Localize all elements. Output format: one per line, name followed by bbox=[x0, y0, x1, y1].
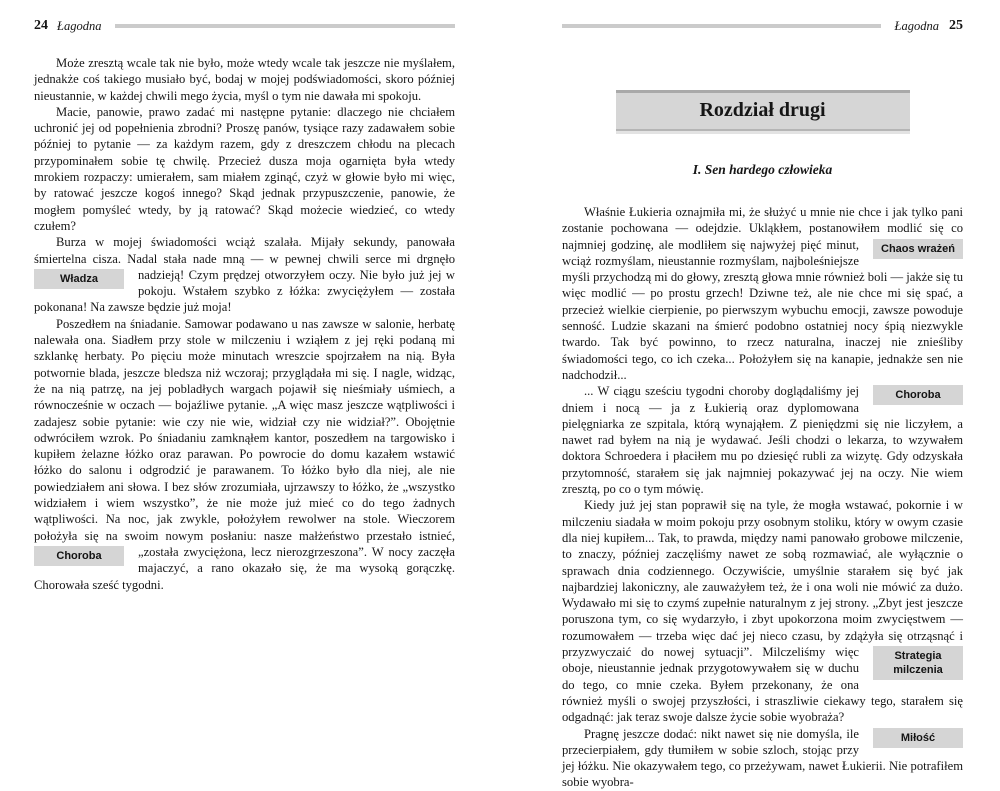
left-page-body bbox=[34, 55, 455, 593]
right-running-title: Łagodna bbox=[894, 19, 939, 33]
page-right bbox=[562, 18, 963, 791]
margin-label-milosc: Miłość bbox=[873, 728, 963, 748]
paragraph-text: zwyciężona, lecz nierozgrzeszona”. W nocy zaczęła majaczyć, a rano okazało się, że ma wysoką gorączkę. Chorowała sześć tygodni. bbox=[34, 544, 455, 592]
paragraph-text: Może zresztą wcale tak nie było, może wtedy wcale tak jeszcze nie myślałem, jednakże coś takiego musiało być, bodaj w mojej podświadomości, skoro później nieustannie, w każdej chwili mego życia, myśl o tym nie dawała mi spokoju. bbox=[34, 56, 455, 103]
paragraph-text: otrząsnąć i przyzwyczaić do nowej sytuacji”. Milczeliśmy więc oboje, nieustannie jednak przygotowywałem się w duchu do tego, co mnie czeka. Byłem przekonany, że ona również myśli o swojej przyszłości, i straszliwie ciekawy tego, starałem się odgadnąć: jak teraz swoje dalsze życie sobie wyobraża? bbox=[562, 628, 964, 725]
margin-label-choroba-left: Choroba bbox=[34, 546, 124, 566]
margin-label-chaos-wrazen: Chaos wrażeń bbox=[873, 239, 963, 259]
paragraph bbox=[34, 104, 455, 234]
paragraph-text: ale modliłem się najwyżej pięć minut, wciąż rozmyślam, nieustannie rozmyślam, najboleśniejsze myśli przychodzą mi do głowy, zresztą głowa mnie również boli — jakże się tu więc modlić — po prostu grzech! Dziwne też, ale nie chce mi się spać, a przecież wielkie cierpienie, po pierwszym wybuchu emocji, zawsze powoduje senność. Ludzie skazani na śmierć podobno ostatniej nocy śpią niezwykle twardo. Tak być powinno, to rzecz naturalna, inaczej nie znieśliby świadomości tego, co ich czeka... Położyłem się na kanapie, jednakże sen nie nadchodził... bbox=[562, 237, 963, 382]
margin-label-wladza: Władza bbox=[34, 269, 124, 289]
chapter-heading: Rozdział drugi bbox=[699, 99, 826, 121]
page-left bbox=[34, 18, 455, 593]
margin-label-choroba-right: Choroba bbox=[873, 385, 963, 405]
paragraph-text: Pragnę jeszcze dodać: nikt nawet się nie domyśla, ile przecierpiałem, gdy tłumiłem w sobie szloch, stojąc przy jej łóżku. Nie okazywałem tego, co przeżywam, nawet Łukierii. Nie potrafiłem sobie wyobra- bbox=[562, 726, 963, 790]
right-page-body bbox=[562, 204, 963, 791]
paragraph bbox=[562, 726, 963, 791]
paragraph-text: Właśnie Łukieria oznajmiła mi, że służyć u mnie nie chce i jak tylko pani zostanie pochowana — odejdzie. Ukląkłem, postanowiłem modlić się co najmniej godzinę, bbox=[562, 205, 963, 252]
paragraph bbox=[562, 204, 963, 383]
margin-label-strategia-milczenia: Strategia milczenia bbox=[873, 646, 963, 680]
paragraph bbox=[562, 497, 963, 725]
paragraph-text: ... W ciągu sześciu tygodni choroby doglądaliśmy jej dniem i nocą — ja z Łukierią oraz dyplomowana pielęgniarka ze szpitala, którą wynająłem. Z pieniędzmi się nie liczyłem, a nawet rad byłem na nią je wydawać. Jeśli chodzi o lekarza, to wzywałem doktora Schroedera i płaciłem mu po dziesięć rubli za wizytę. Gdy odzyskała przytomność, starałem się jak najmniej pokazywać jej na oczy. Nie wiem zresztą, po co o tym mówię. bbox=[562, 384, 963, 497]
chapter-heading-box bbox=[616, 90, 910, 131]
paragraph-text: Kiedy już jej stan poprawił się na tyle, że mogła wstawać, pokornie i w milczeniu siadała w moim pokoju przy osobnym stoliku, który w owym czasie dla niej kupiłem... Tak, to prawda, między nami panowało grobowe milczenie, to znaczy, później zaczęliśmy nawet ze sobą rozmawiać, ale wyłącznie o sprawach dnia codziennego. Oczywiście, umyślnie starałem się być jak najbardziej lakoniczny, ale zauważyłem też, że i ona woli nie mówić za dużo. Wydawało mi się to czymś zupełnie naturalnym z jej strony. „Zbyt jest jeszcze poruszona tym, co się wydarzyło, i zbyt upokorzona moim zwycięstwem — rozumowałem — trzeba więc dać jej nieco czasu, by zdążyła się bbox=[562, 498, 963, 643]
right-page-header bbox=[562, 18, 963, 34]
paragraph bbox=[34, 234, 455, 315]
paragraph bbox=[34, 55, 455, 104]
paragraph bbox=[34, 316, 455, 593]
right-page-number: 25 bbox=[949, 18, 963, 33]
left-header-rule bbox=[115, 24, 455, 28]
paragraph bbox=[562, 383, 963, 497]
paragraph-text: Poszedłem na śniadanie. Samowar podawano u nas zawsze w salonie, herbatę nalewała ona. Siadłem przy stole w milczeniu i wziąłem z jej ręki podaną mi szklankę herbaty. Po pięciu może minutach wreszcie spojrzałem na nią. Była potwornie blada, jeszcze bledsza niż wczoraj; przyglądała mi się. I nagle, widząc, że na nią patrzę, na jej pobladłych wargach pojawił się nieśmiały uśmiech, a równocześnie w oczach — bojaźliwe pytanie. „A więc masz jeszcze wątpliwości i zadajesz sobie pytanie: wie czy nie wie, widział czy nie widział?”. Obojętnie odwróciłem wzrok. Po śniadaniu zamknąłem kantor, poszedłem na targowisko i kupiłem żelazne łóżko oraz parawan. Po powrocie do domu kazałem wstawić łóżko do salonu i odgrodzić je parawanem. To łóżko było dla niej, ale nie powiedziałem ani słowa. I bez słów zrozumiała, ujrzawszy to łóżko, że „wszystko widziałem i wiem wszystko”, że nie może już mieć co do tego żadnych wątpliwości. Na noc, jak zwykle, położyłem rewolwer na stole. Wieczorem położyła się na swoim nowym posłaniu: nasze małżeństwo przestało istnieć, „została bbox=[34, 316, 455, 559]
paragraph-text: otworzyłem oczy. Nie było już jej w pokoju. Wstałem szybko z łóżka: zwyciężyłem — została pokonana! Na zawsze będzie już moja! bbox=[34, 267, 455, 315]
right-header-rule bbox=[562, 24, 881, 28]
left-running-title: Łagodna bbox=[57, 19, 102, 33]
paragraph-text: Macie, panowie, prawo zadać mi następne pytanie: dlaczego nie chciałem uchronić jej od popełnienia zbrodni? Proszę panów, tysiące razy zadawałem sobie później to pytanie — za każdym razem, gdy z dreszczem chłodu na plecach przypominałem sobie tę chwilę. Przecież dusza moja ogarnięta była wtedy mrokiem rozpaczy: umierałem, sam miałem zginąć, czyż w głowie było mi więc, by ratować jeszcze kogoś innego? Skąd jednak przypuszczenie, panowie, że mogłem pomyśleć wtedy, by ją ratować? Skąd możecie wiedzieć, co wtedy czułem? bbox=[34, 104, 455, 233]
section-heading: I. Sen hardego człowieka bbox=[692, 162, 833, 177]
paragraph-text: Burza w mojej świadomości wciąż szalała. Mijały sekundy, panowała śmiertelna cisza. Nadal stała nade mną — w pewnej chwili serce mi drgnęło nadzieją! Czym prędzej bbox=[34, 235, 455, 282]
left-page-header bbox=[34, 18, 455, 34]
left-page-number: 24 bbox=[34, 18, 48, 33]
